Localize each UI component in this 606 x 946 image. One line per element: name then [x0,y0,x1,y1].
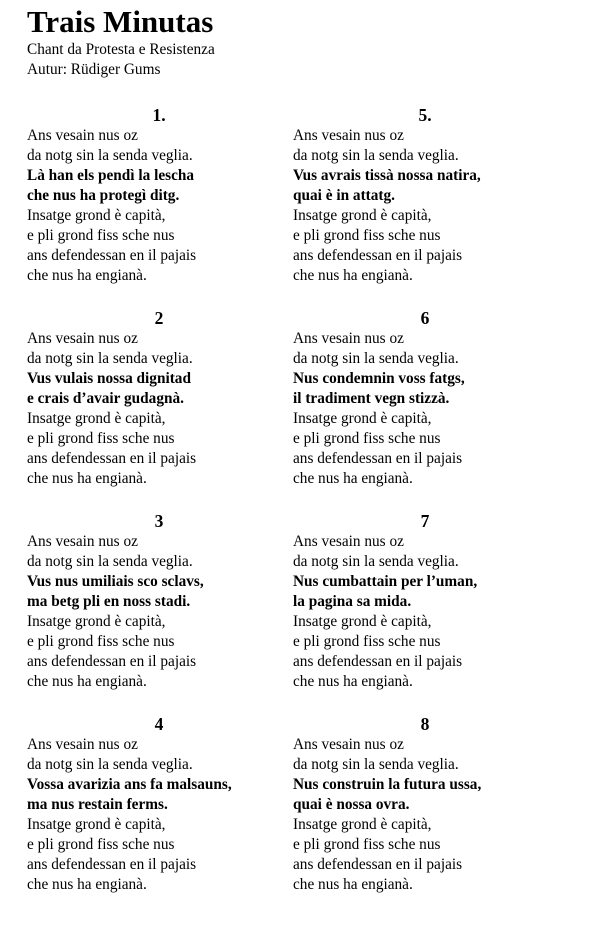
verse-line-bold: Nus cumbattain per l’uman, [293,573,478,590]
stanza-number: 6 [420,308,430,328]
verse-line: da notg sin la senda veglia. [293,756,459,773]
verse-line: Ans vesain nus oz [27,533,138,550]
verse-line: che nus ha engianà. [27,267,147,284]
verse-line: e pli grond fiss sche nus [27,227,175,244]
verse-line: e pli grond fiss sche nus [293,836,441,853]
verse-line: Ans vesain nus oz [293,533,404,550]
verse-line: Insatge grond è capità, [27,207,166,224]
verse-line: ans defendessan en il pajais [293,247,463,264]
verse-line: Ans vesain nus oz [27,330,138,347]
stanza-number: 7 [420,511,430,531]
verse-line: e pli grond fiss sche nus [27,430,175,447]
verse-line: Insatge grond è capità, [293,613,432,630]
verse-line: Ans vesain nus oz [27,127,138,144]
verse-line: Insatge grond è capità, [293,207,432,224]
stanza-number: 8 [420,714,430,734]
verse-line: Insatge grond è capità, [27,613,166,630]
verse-line-bold: Vus nus umiliais sco sclavs, [27,573,204,590]
verse-line: e pli grond fiss sche nus [27,836,175,853]
right-column [293,104,558,916]
verse-line-bold: che nus ha protegì ditg. [27,187,180,204]
song-subtitle: Chant da Protesta e Resistenza [27,41,215,58]
verse-line: ans defendessan en il pajais [27,856,197,873]
verse-line: da notg sin la senda veglia. [293,350,459,367]
verse-line: e pli grond fiss sche nus [293,430,441,447]
stanza [27,510,292,713]
verse-line-bold: Vossa avarizia ans fa malsauns, [27,776,232,793]
left-column [27,104,292,916]
verse-line-bold: e crais d’avair gudagnà. [27,390,184,407]
verse-line: da notg sin la senda veglia. [293,147,459,164]
verse-line: ans defendessan en il pajais [27,247,197,264]
song-title: Trais Minutas [27,4,214,39]
verse-line: e pli grond fiss sche nus [293,633,441,650]
stanza-number: 4 [154,714,164,734]
verse-line: che nus ha engianà. [293,267,413,284]
verse-line: da notg sin la senda veglia. [27,553,193,570]
verse-line-bold: la pagina sa mida. [293,593,412,610]
verse-line: che nus ha engianà. [293,673,413,690]
verse-line: Insatge grond è capità, [293,816,432,833]
verse-line: Ans vesain nus oz [293,736,404,753]
verse-line: Insatge grond è capità, [27,816,166,833]
verse-line: da notg sin la senda veglia. [27,147,193,164]
verse-line: da notg sin la senda veglia. [27,756,193,773]
verse-line-bold: ma nus restain ferms. [27,796,168,813]
stanza [293,104,558,307]
stanza [293,307,558,510]
verse-line: Ans vesain nus oz [293,330,404,347]
verse-line: che nus ha engianà. [27,876,147,893]
verse-line-bold: quai è in attatg. [293,187,395,204]
verse-line: che nus ha engianà. [27,470,147,487]
verse-line: Insatge grond è capità, [293,410,432,427]
verse-line: Ans vesain nus oz [27,736,138,753]
verse-line-bold: Vus avrais tissà nossa natira, [293,167,481,184]
verse-line: da notg sin la senda veglia. [293,553,459,570]
verse-line: ans defendessan en il pajais [293,450,463,467]
verse-line: ans defendessan en il pajais [27,653,197,670]
verse-line-bold: quai è nossa ovra. [293,796,410,813]
verse-line-bold: Nus condemnin voss fatgs, [293,370,465,387]
stanza-number: 1. [152,105,166,125]
stanza [27,307,292,510]
verse-line-bold: ma betg pli en noss stadi. [27,593,191,610]
verse-line-bold: Vus vulais nossa dignitad [27,370,191,387]
stanza [293,510,558,713]
song-author: Autur: Rüdiger Gums [27,61,161,78]
verse-line: da notg sin la senda veglia. [27,350,193,367]
verse-line: Insatge grond è capità, [27,410,166,427]
verse-line: ans defendessan en il pajais [27,450,197,467]
verse-line: e pli grond fiss sche nus [293,227,441,244]
stanza [27,713,292,916]
verse-line-bold: il tradiment vegn stizzà. [293,390,450,407]
verse-line: Ans vesain nus oz [293,127,404,144]
stanza-number: 5. [418,105,432,125]
verse-line: e pli grond fiss sche nus [27,633,175,650]
stanza-number: 3 [154,511,164,531]
verse-line-bold: Nus construin la futura ussa, [293,776,482,793]
verse-line: ans defendessan en il pajais [293,856,463,873]
verse-line-bold: Là han els pendì la lescha [27,167,195,184]
verse-line: che nus ha engianà. [293,470,413,487]
verse-line: che nus ha engianà. [27,673,147,690]
stanza [27,104,292,307]
stanza-number: 2 [154,308,164,328]
verse-line: ans defendessan en il pajais [293,653,463,670]
verse-line: che nus ha engianà. [293,876,413,893]
stanza [293,713,558,916]
